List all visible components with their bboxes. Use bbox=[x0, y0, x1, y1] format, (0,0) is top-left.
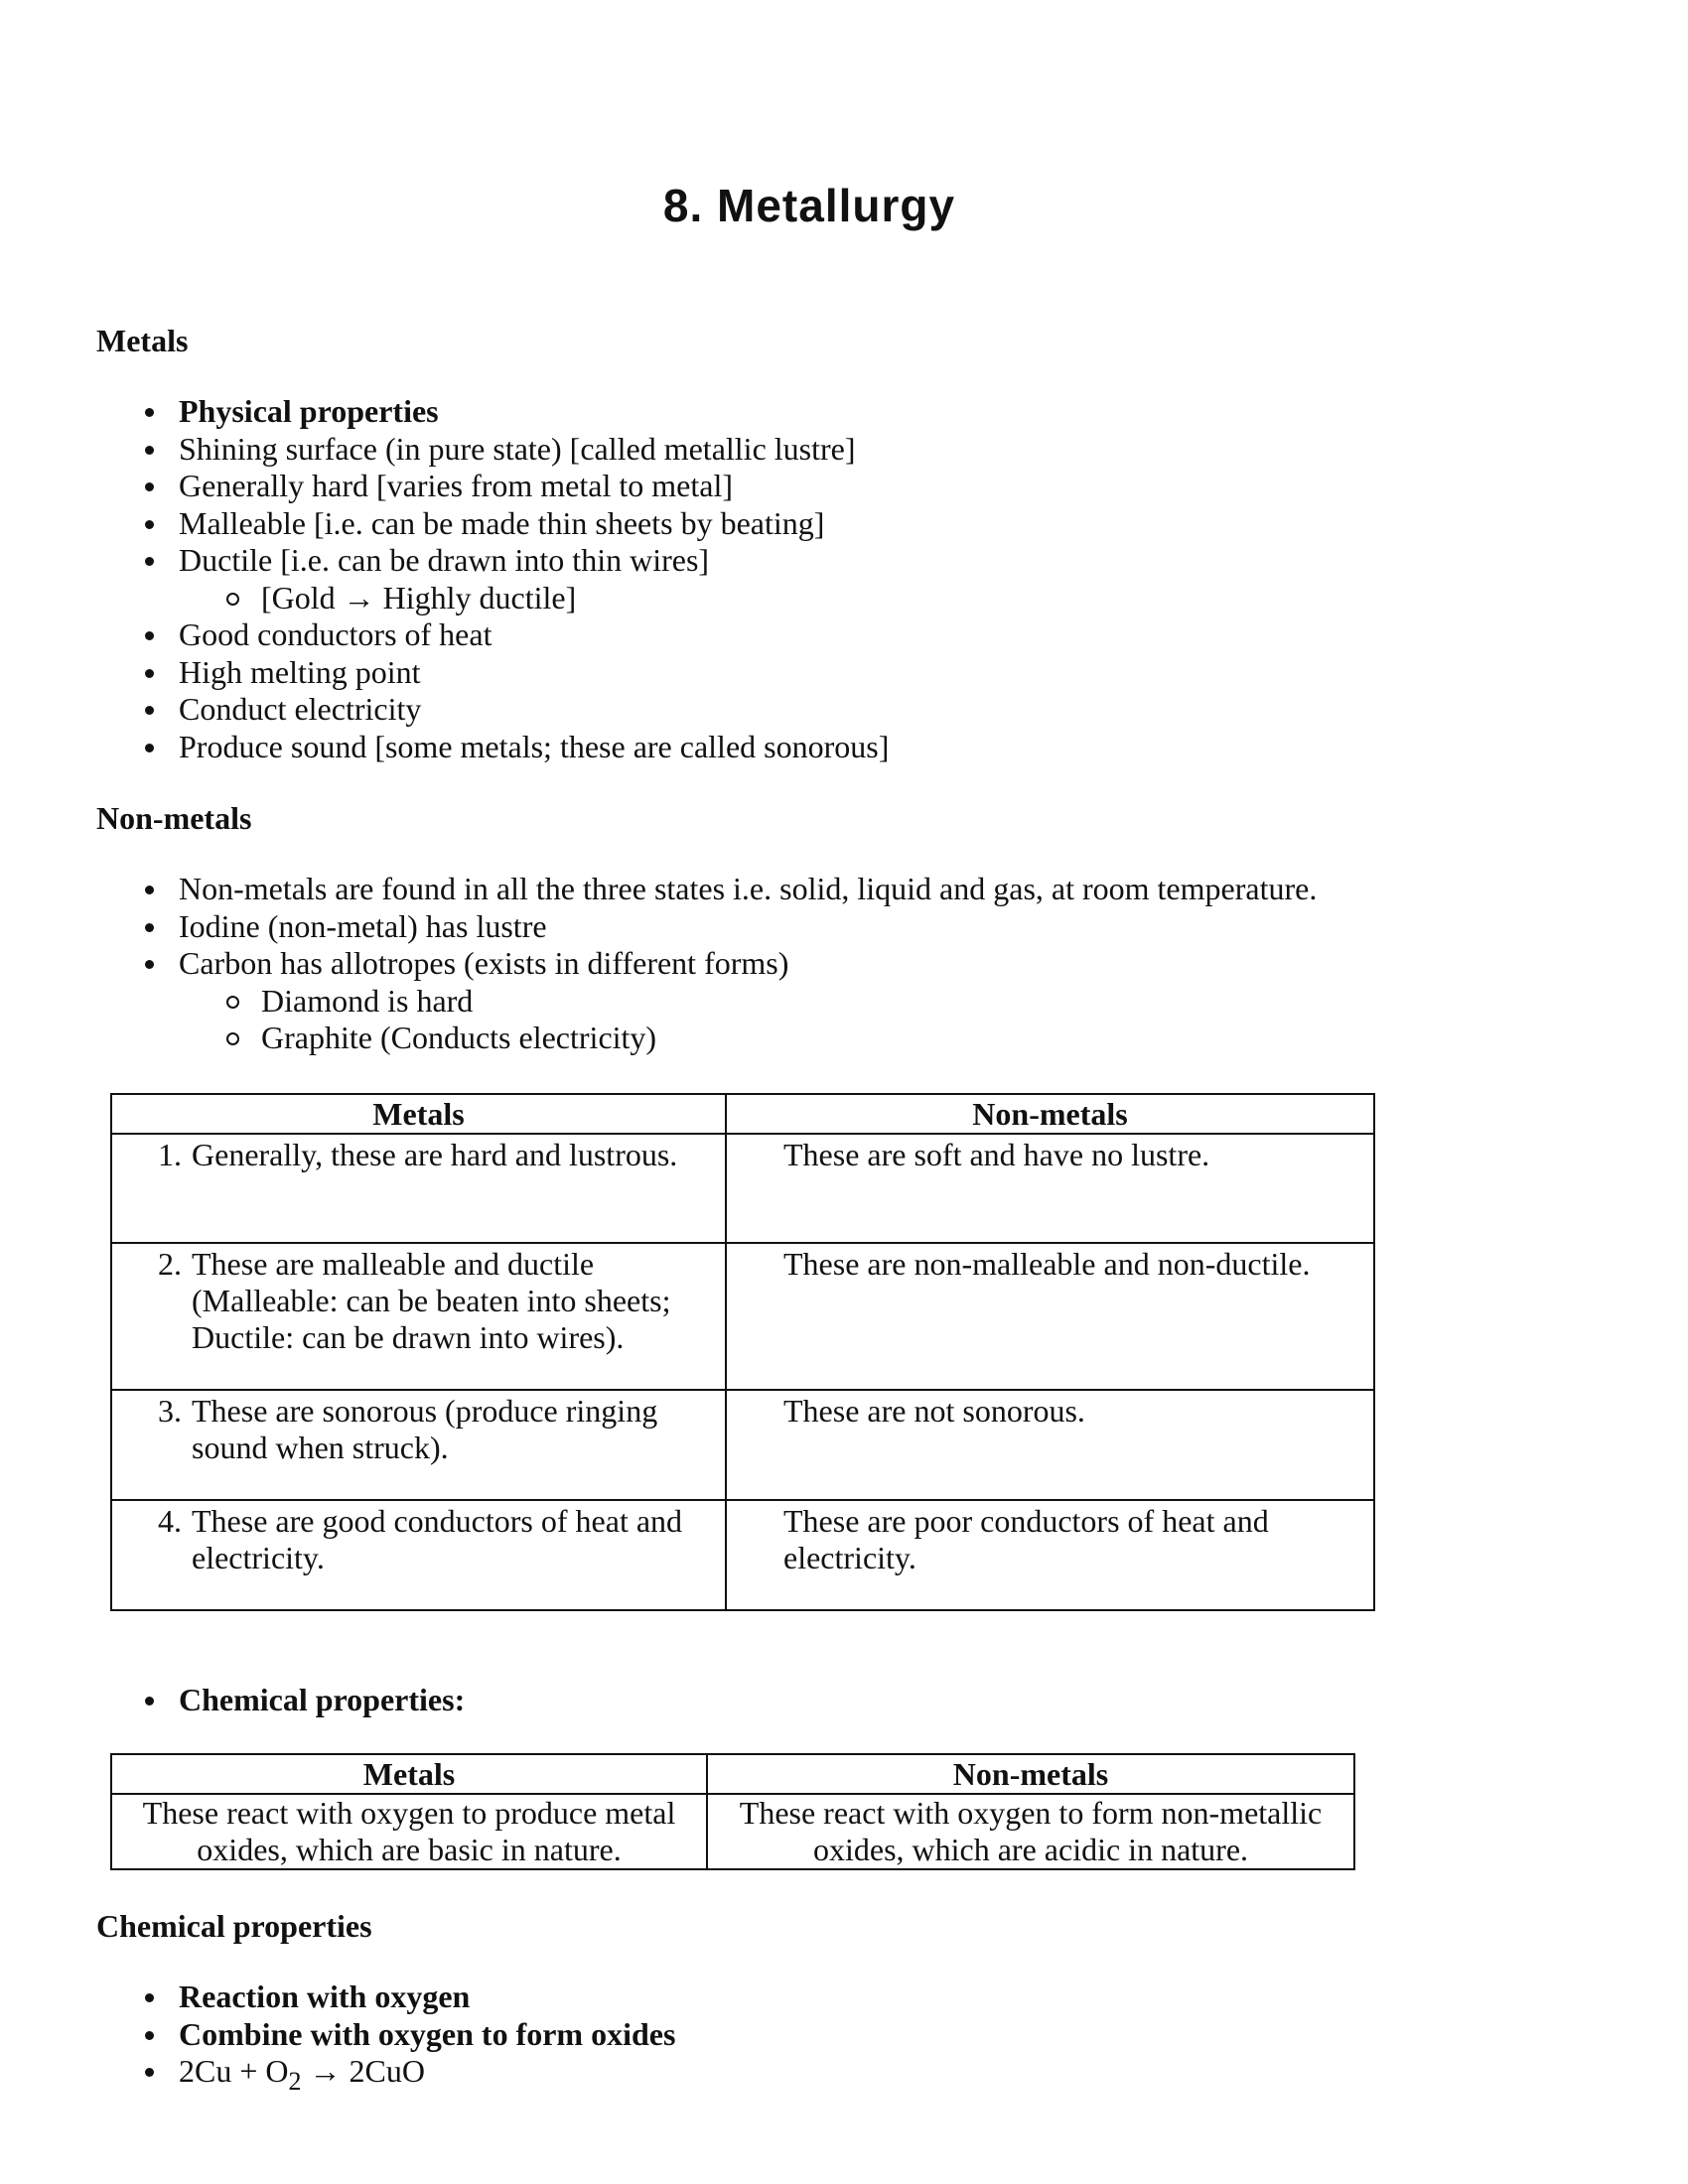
metal-cell: These react with oxygen to produce metal oxides, which are basic in nature. bbox=[111, 1794, 707, 1869]
nonmetal-cell: These are not sonorous. bbox=[726, 1390, 1374, 1500]
list-item: Combine with oxygen to form oxides bbox=[0, 2016, 675, 2054]
metal-cell: These are good conductors of heat and electricity. bbox=[192, 1503, 683, 1575]
metal-cell: These are malleable and ductile (Malleable: can be beaten into sheets; Ductile: can be drawn into wires). bbox=[192, 1246, 671, 1355]
row-number: 2. bbox=[158, 1246, 182, 1282]
table-header-metals: Metals bbox=[111, 1754, 707, 1794]
list-item: Good conductors of heat bbox=[0, 616, 889, 654]
list-item: Conduct electricity bbox=[0, 691, 889, 729]
table-row bbox=[111, 1390, 1374, 1500]
list-item: High melting point bbox=[0, 654, 889, 692]
list-item: Physical properties bbox=[0, 393, 889, 431]
table-header-nonmetals: Non-metals bbox=[707, 1754, 1354, 1794]
chemical-properties-bullet bbox=[0, 1682, 465, 1719]
list-item: Carbon has allotropes (exists in different forms) bbox=[0, 945, 1317, 983]
metals-heading: Metals bbox=[96, 323, 189, 358]
sub-list-item: Diamond is hard bbox=[0, 983, 1317, 1021]
table-row bbox=[111, 1134, 1374, 1243]
table-row bbox=[111, 1243, 1374, 1390]
metals-vs-nonmetals-table bbox=[110, 1093, 1375, 1611]
table-header-metals: Metals bbox=[111, 1094, 726, 1134]
chemical-properties-list bbox=[0, 1979, 676, 2096]
nonmetals-heading: Non-metals bbox=[96, 800, 252, 836]
row-number: 3. bbox=[158, 1393, 182, 1429]
row-number: 4. bbox=[158, 1503, 182, 1539]
nonmetals-list bbox=[0, 871, 1317, 1057]
list-item: Reaction with oxygen bbox=[0, 1979, 675, 2016]
table-header-nonmetals: Non-metals bbox=[726, 1094, 1374, 1134]
equation bbox=[0, 2053, 675, 2096]
list-item: Generally hard [varies from metal to metal] bbox=[0, 468, 889, 505]
equation-lhs: 2Cu + O bbox=[179, 2053, 289, 2089]
table-row bbox=[111, 1500, 1374, 1610]
sub-list-item: Graphite (Conducts electricity) bbox=[0, 1020, 1317, 1057]
sub-list-item: [Gold → Highly ductile] bbox=[0, 580, 889, 617]
list-item: Non-metals are found in all the three states i.e. solid, liquid and gas, at room temperature. bbox=[0, 871, 1317, 908]
list-item: Shining surface (in pure state) [called metallic lustre] bbox=[0, 431, 889, 469]
page-title: 8. Metallurgy bbox=[662, 180, 956, 231]
chemical-properties-heading: Chemical properties bbox=[96, 1908, 372, 1944]
nonmetal-cell: These are poor conductors of heat and electricity. bbox=[726, 1500, 1374, 1610]
metal-cell: Generally, these are hard and lustrous. bbox=[192, 1137, 678, 1172]
chemical-comparison-table bbox=[110, 1753, 1355, 1870]
metals-properties-list bbox=[0, 393, 889, 765]
metal-cell: These are sonorous (produce ringing sound when struck). bbox=[192, 1393, 658, 1465]
table-row bbox=[111, 1794, 1354, 1869]
nonmetal-cell: These react with oxygen to form non-metallic oxides, which are acidic in nature. bbox=[707, 1794, 1354, 1869]
list-item: Chemical properties: bbox=[0, 1682, 465, 1719]
equation-rhs: → 2CuO bbox=[301, 2053, 425, 2089]
nonmetal-cell: These are non-malleable and non-ductile. bbox=[726, 1243, 1374, 1390]
equation-subscript: 2 bbox=[288, 2067, 302, 2096]
nonmetal-cell: These are soft and have no lustre. bbox=[726, 1134, 1374, 1243]
list-item: Ductile [i.e. can be drawn into thin wires] bbox=[0, 542, 889, 580]
list-item: Iodine (non-metal) has lustre bbox=[0, 908, 1317, 946]
list-item: Produce sound [some metals; these are called sonorous] bbox=[0, 729, 889, 766]
row-number: 1. bbox=[158, 1137, 182, 1172]
list-item: Malleable [i.e. can be made thin sheets by beating] bbox=[0, 505, 889, 543]
